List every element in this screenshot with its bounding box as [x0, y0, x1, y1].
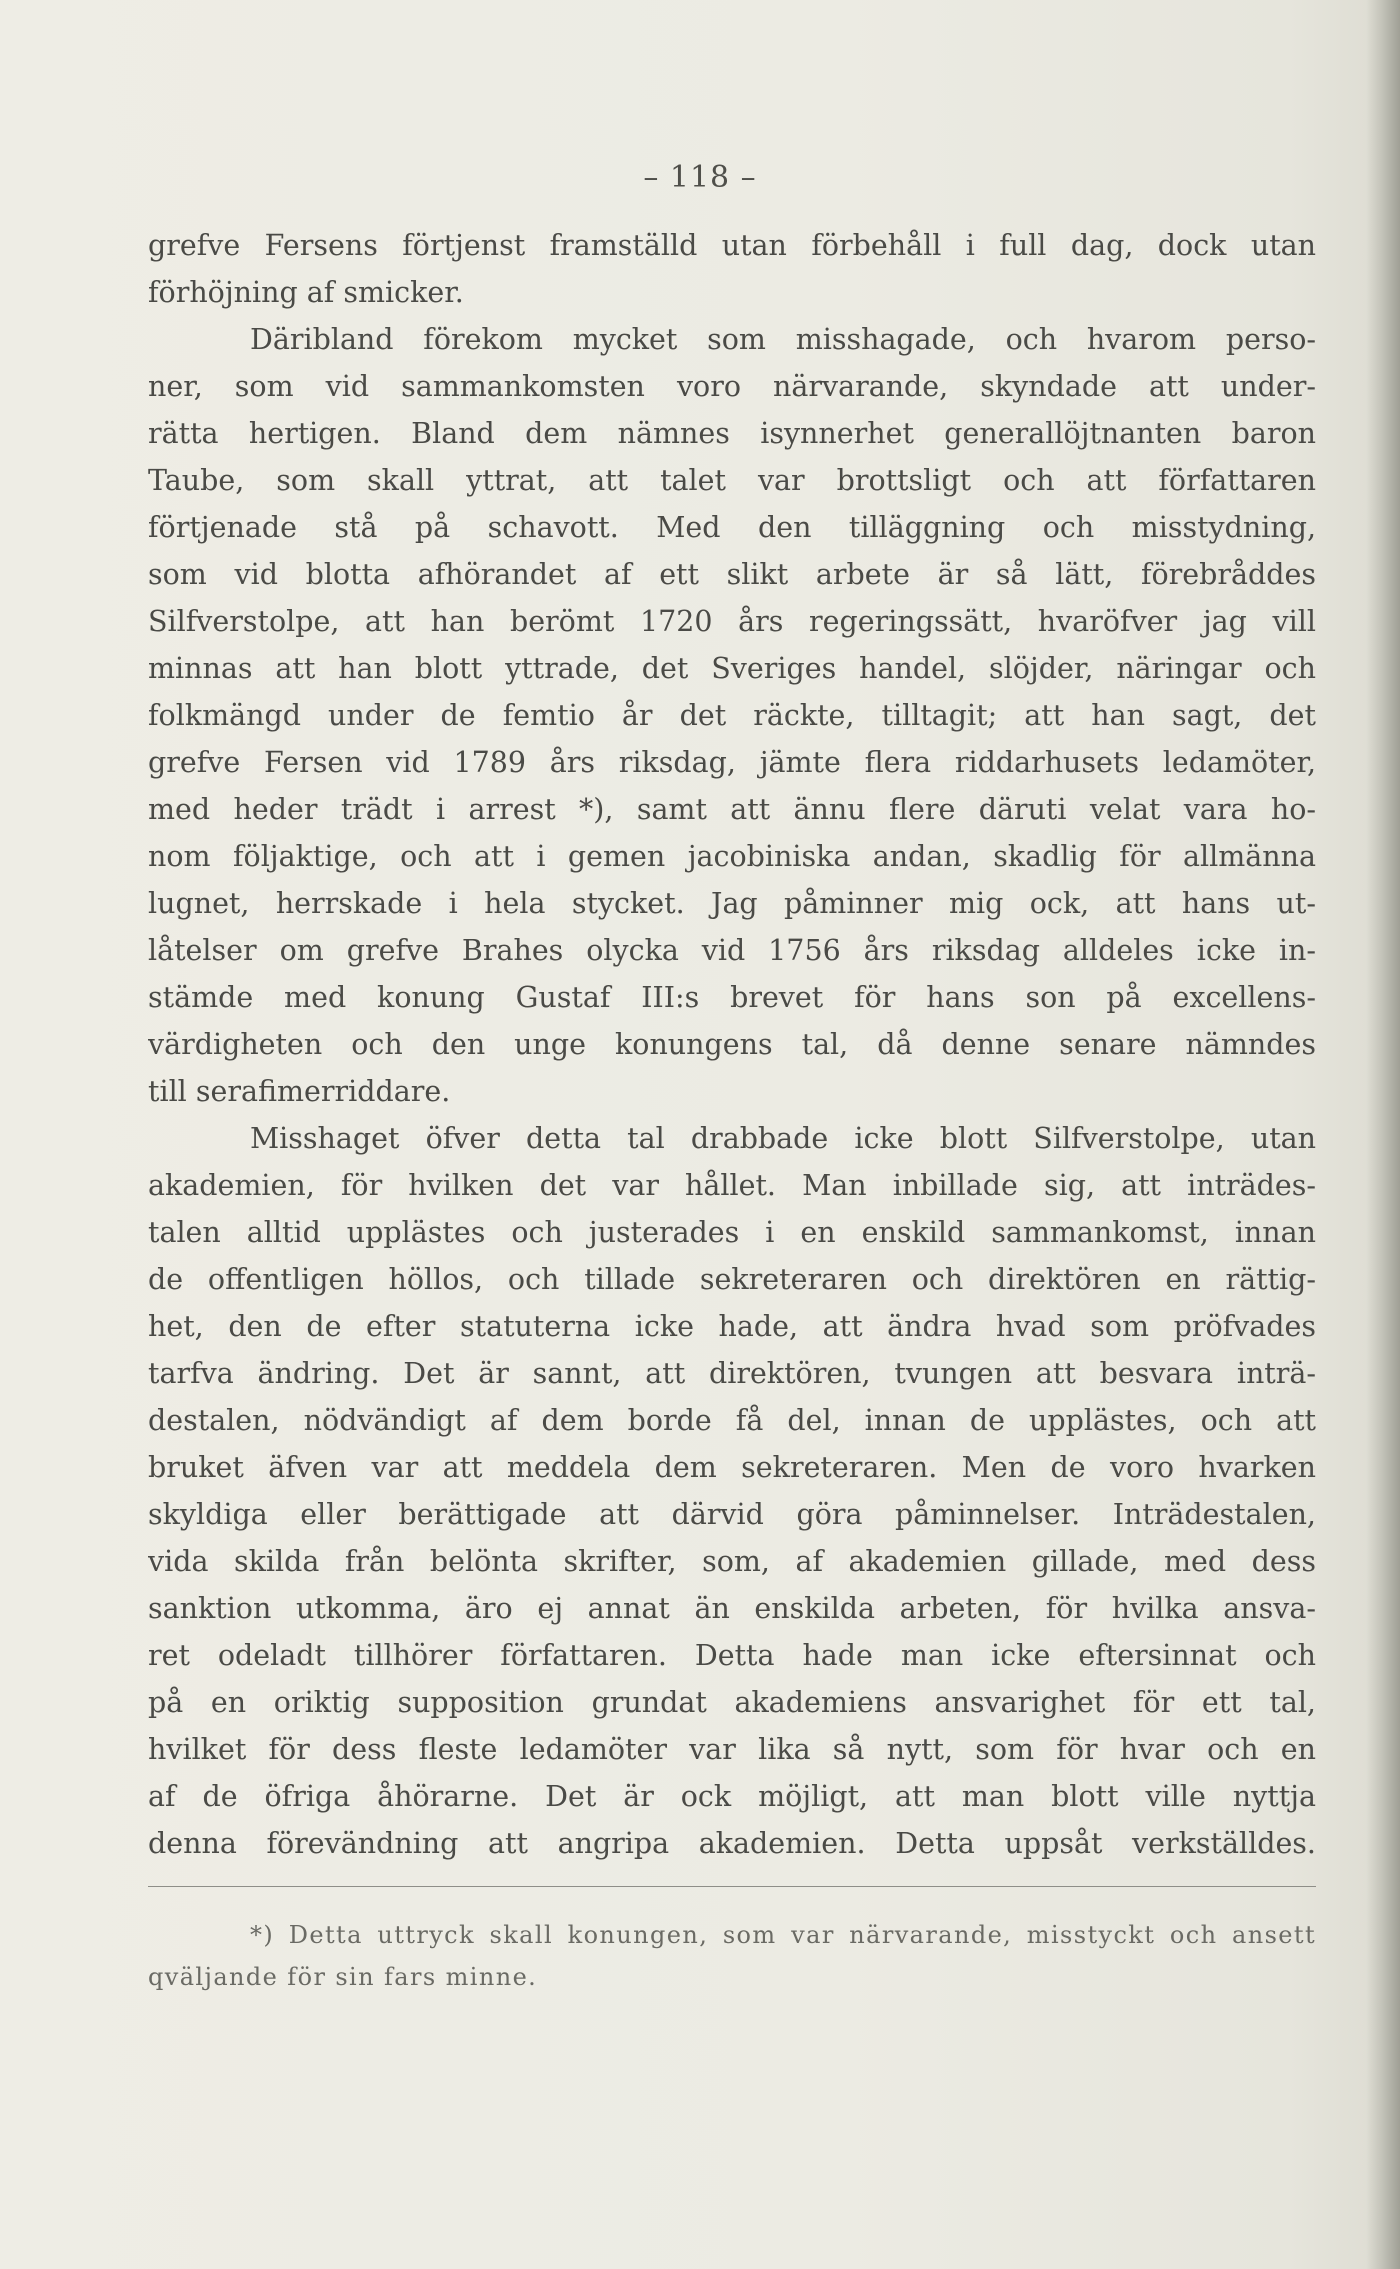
text-line: lugnet, herrskade i hela stycket. Jag påminner mig ock, att hans ut-	[148, 887, 1316, 920]
text-line: Silfverstolpe, att han berömt 1720 års regeringssätt, hvaröfver jag vill	[148, 605, 1316, 638]
text-line: som vid blotta afhörandet af ett slikt arbete är så lätt, förebråddes	[148, 558, 1316, 591]
text-line: sanktion utkomma, äro ej annat än enskilda arbeten, för hvilka ansva-	[148, 1592, 1316, 1625]
text-line: ner, som vid sammankomsten voro närvarande, skyndade att under-	[148, 370, 1316, 403]
text-line: het, den de efter statuterna icke hade, att ändra hvad som pröfvades	[148, 1310, 1316, 1343]
text-line: skyldiga eller berättigade att därvid göra påminnelser. Inträdestalen,	[148, 1498, 1316, 1531]
text-line: denna förevändning att angripa akademien. Detta uppsåt verkställdes.	[148, 1827, 1316, 1860]
text-line: förhöjning af smicker.	[148, 276, 464, 309]
text-line: af de öfriga åhörarne. Det är ock möjligt, att man blott ville nyttja	[148, 1780, 1316, 1813]
text-line: minnas att han blott yttrade, det Sveriges handel, slöjder, näringar och	[148, 652, 1316, 685]
text-line: till serafimerriddare.	[148, 1075, 451, 1108]
text-line: bruket äfven var att meddela dem sekreteraren. Men de voro hvarken	[148, 1451, 1316, 1484]
text-line: folkmängd under de femtio år det räckte, tilltagit; att han sagt, det	[148, 699, 1316, 732]
text-line: nom följaktige, och att i gemen jacobiniska andan, skadlig för allmänna	[148, 840, 1316, 873]
text-line: värdigheten och den unge konungens tal, då denne senare nämndes	[148, 1028, 1316, 1061]
page-edge-shadow	[1366, 0, 1400, 2269]
text-line: Taube, som skall yttrat, att talet var brottsligt och att författaren	[148, 464, 1316, 497]
text-line: grefve Fersen vid 1789 års riksdag, jämte flera riddarhusets ledamöter,	[148, 746, 1316, 779]
paragraph-start-line: Däribland förekom mycket som misshagade, och hvarom perso-	[250, 323, 1316, 356]
text-line: vida skilda från belönta skrifter, som, af akademien gillade, med dess	[148, 1545, 1316, 1578]
footnote-line: *) Detta uttryck skall konungen, som var närvarande, misstyckt och ansett	[250, 1921, 1316, 1949]
paragraph-start-line: Misshaget öfver detta tal drabbade icke blott Silfverstolpe, utan	[250, 1122, 1316, 1155]
text-line: stämde med konung Gustaf III:s brevet för hans son på excellens-	[148, 981, 1316, 1014]
footnote-divider	[148, 1886, 1316, 1887]
text-line: hvilket för dess fleste ledamöter var lika så nytt, som för hvar och en	[148, 1733, 1316, 1766]
text-line: med heder trädt i arrest *), samt att ännu flere däruti velat vara ho-	[148, 793, 1316, 826]
text-line: de offentligen höllos, och tillade sekreteraren och direktören en rättig-	[148, 1263, 1316, 1296]
text-line: akademien, för hvilken det var hållet. Man inbillade sig, att inträdes-	[148, 1169, 1316, 1202]
text-line: talen alltid upplästes och justerades i en enskild sammankomst, innan	[148, 1216, 1316, 1249]
text-line: låtelser om grefve Brahes olycka vid 1756 års riksdag alldeles icke in-	[148, 934, 1316, 967]
text-line: destalen, nödvändigt af dem borde få del, innan de upplästes, och att	[148, 1404, 1316, 1437]
body-text	[148, 222, 1316, 1867]
text-line: rätta hertigen. Bland dem nämnes isynnerhet generallöjtnanten baron	[148, 417, 1316, 450]
footnote-line: qväljande för sin fars minne.	[148, 1963, 538, 1991]
text-line: ret odeladt tillhörer författaren. Detta hade man icke eftersinnat och	[148, 1639, 1316, 1672]
text-line: förtjenade stå på schavott. Med den tilläggning och misstydning,	[148, 511, 1316, 544]
page-number: – 118 –	[643, 160, 757, 195]
text-line: grefve Fersens förtjenst framställd utan förbehåll i full dag, dock utan	[148, 229, 1316, 262]
text-line: tarfva ändring. Det är sannt, att direktören, tvungen att besvara inträ-	[148, 1357, 1316, 1390]
text-line: på en oriktig supposition grundat akademiens ansvarighet för ett tal,	[148, 1686, 1316, 1719]
footnote	[148, 1914, 1316, 1998]
